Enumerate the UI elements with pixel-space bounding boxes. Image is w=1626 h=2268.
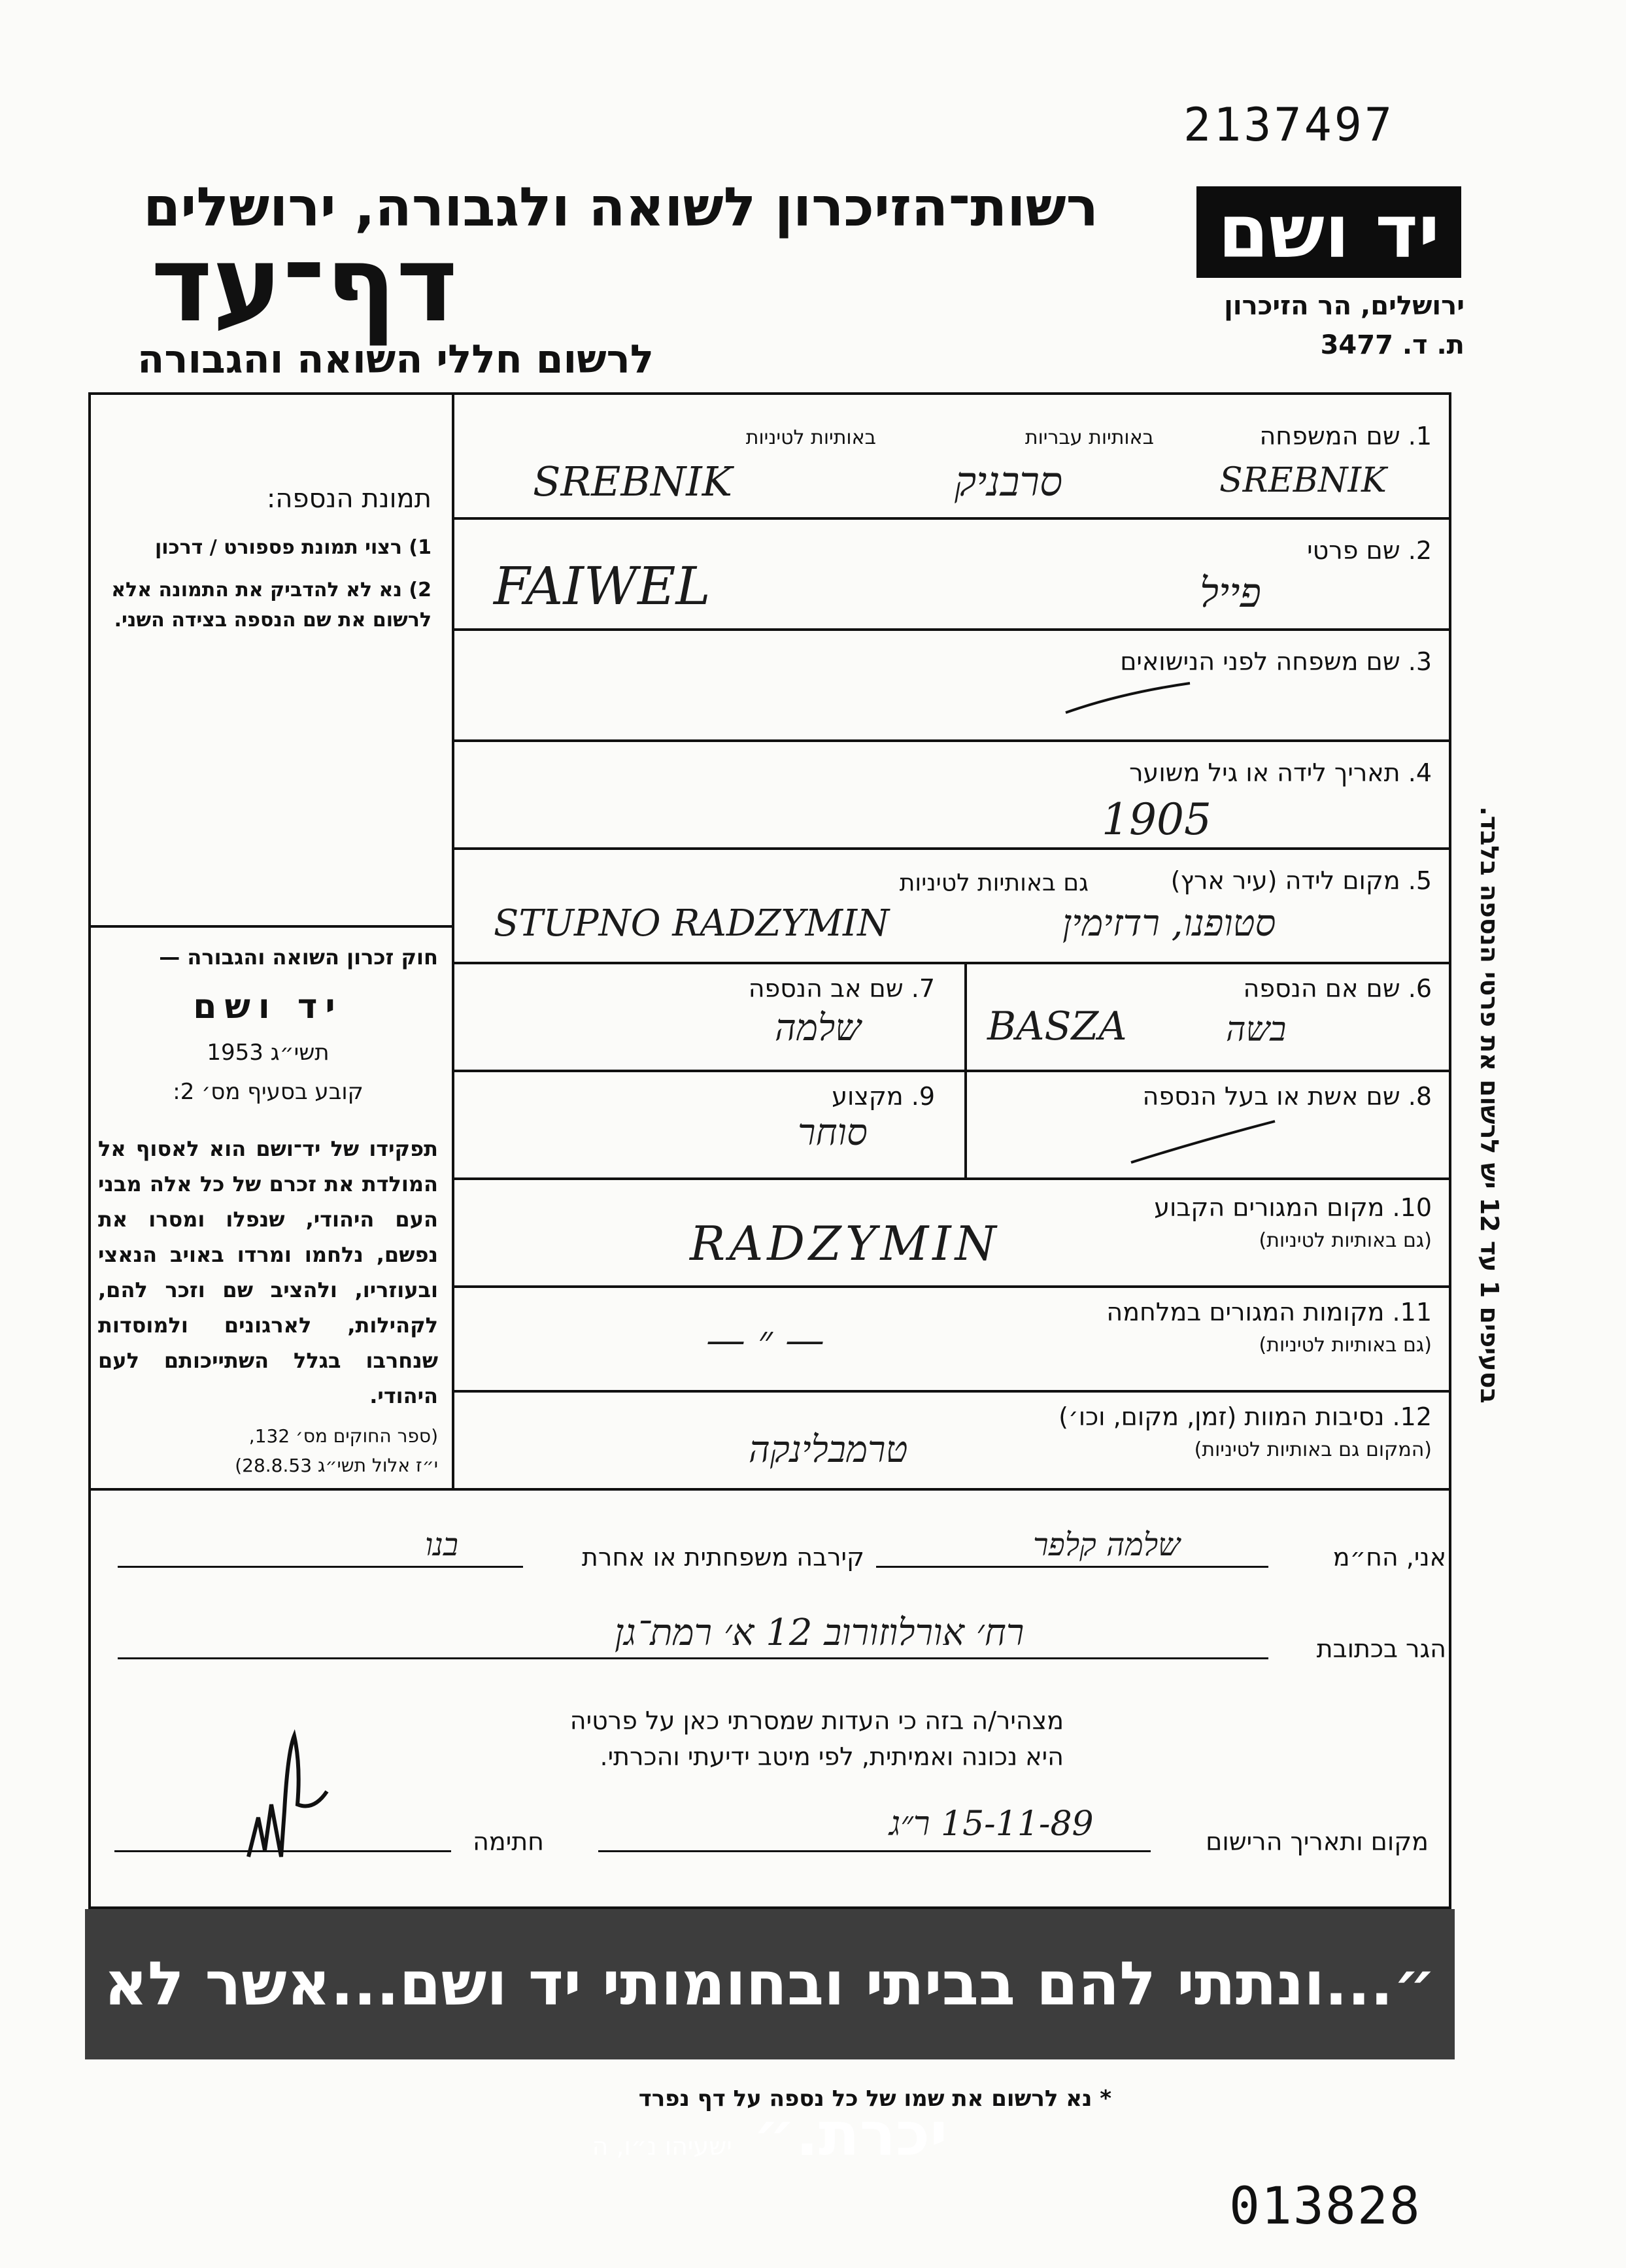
declaration-i-value[interactable]: שלמה קלפר [1033,1527,1181,1563]
declaration-i-line [876,1566,1268,1568]
footnote: * נא לרשום את שמו של כל נספה על דף נפרד [638,2086,1111,2112]
photo-box-title: תמונת הנספה: [266,484,432,514]
field-2-value-hebrew[interactable]: פייל [1200,569,1261,617]
field-6-label: 6. שם אם הנספה [1243,974,1432,1003]
page-subtitle: לרשום חללי השואה והגבורה [137,337,654,382]
field-permanent-residence [454,1180,1451,1288]
field-10-label: 10. מקום המגורים הקבוע [1154,1193,1432,1222]
declaration-place-date-label: מקום ותאריך הרישום [1206,1827,1429,1856]
field-family-name [454,392,1451,520]
field-spouse-profession [454,1072,1451,1180]
yad-vashem-logo: יד ושם [1196,186,1461,278]
declaration-relation-line [118,1566,523,1568]
field-12-sublabel: (המקום גם באותיות לטיניות) [1194,1438,1432,1461]
field-1-label: 1. שם המשפחה [1259,422,1432,450]
field-5-value-latin[interactable]: STUPNO RADZYMIN [494,902,890,945]
law-clause: קובע בסעיף מס׳ 2: [173,1079,364,1105]
law-text: תפקידו של יד־ושם הוא לאסוף אל המולדת את זכרם של כל אלה מבני העם היהודי, שנפלו ומסרו את נפשם, נלחמו ומרדו באויב הנאצי ובעוזריו, ולהציב שם וזכר להם, לקהילות, לארגונים ולמוסדות שנחרבו בגלל השתייכותם לעם היהודי. [98,1136,438,1408]
field-birth-date [454,742,1451,850]
field-5-label: 5. מקום לידה (עיר ארץ) [1170,866,1432,895]
field-4-value[interactable]: 1905 [1102,794,1211,845]
declaration-place-date-value[interactable]: 15-11-89 ר״ג [889,1804,1094,1844]
field-3-blank-stroke [1062,680,1193,719]
field-10-sublabel: (גם באותיות לטיניות) [1259,1229,1432,1252]
field-7-label: 7. שם אב הנספה [748,974,935,1003]
declaration-signature-label: חתימה [473,1827,544,1856]
law-reference-1: (ספר החוקים מס׳ 132, [248,1425,438,1447]
field-12-label: 12. נסיבות המוות (זמן, מקום, וכו׳) [1059,1402,1432,1431]
declaration-statement-1: מצהיר/ה בזה כי העדות שמסרתי כאן על פרטיה [569,1706,1064,1735]
field-1-value-extra[interactable]: SREBNIK [1219,461,1387,500]
law-year: תשי״ג 1953 [207,1040,330,1066]
signature-scribble [235,1726,333,1870]
photo-note-2: 2) נא לא להדביק את התמונה אלא לרשום את שם הנספה בצידה השני. [111,579,432,632]
declaration-address-line [118,1657,1268,1659]
declaration-place-date-line [598,1850,1151,1852]
side-note: בסעיפים 1 עד 12 יש לרשום את פרטי הנספה בלבד. [1475,806,1504,1404]
field-1-value-latin[interactable]: SREBNIK [533,458,733,505]
banner-source: ישעיהו נ״ו, ה [592,2132,732,2161]
law-reference-2: י״ז אלול תשי״ג 28.8.53) [235,1455,438,1476]
photo-note-1: 1) רצוי תמונת פספורט / דרכון [154,536,432,559]
field-3-label: 3. שם משפחה לפני הנישואים [1120,647,1432,676]
field-2-label: 2. שם פרטי [1307,536,1432,565]
field-8-blank-stroke [1128,1118,1278,1167]
field-4-label: 4. תאריך לידה או גיל משוער [1129,758,1432,787]
field-birthplace [454,850,1451,964]
logo-address: ירושלים, הר הזיכרון [1224,291,1465,321]
field-1-latin-label: באותיות לטיניות [745,426,876,449]
banner-quote: ״...ונתתי להם בביתי ובחומותי יד ושם...אשר לא יכרת.״ [103,1949,1436,2169]
field-1-hebrew-label: באותיות עבריות [1025,426,1154,449]
field-7-value[interactable]: שלמה [775,1007,861,1049]
document-number: 2137497 [1183,98,1395,152]
declaration-statement-2: היא נכונה ואמיתית, לפי מיטב ידיעתי והכרתי. [600,1742,1064,1771]
field-1-value-hebrew[interactable]: סרבניק [955,458,1063,505]
field-first-name [454,520,1451,631]
field-6-value-hebrew[interactable]: בשה [1226,1010,1287,1049]
field-11-sublabel: (גם באותיות לטיניות) [1259,1334,1432,1357]
law-name: יד ושם [193,987,343,1026]
field-6-value-latin[interactable]: BASZA [987,1004,1127,1049]
declaration-relation-value[interactable]: בנו [425,1527,459,1563]
declaration-address-label: הגר בכתובת [1316,1634,1446,1663]
field-12-value[interactable]: טרמבלינקה [749,1429,908,1471]
field-maiden-name [454,631,1451,742]
declaration-i-label: אני, הח״מ [1332,1543,1446,1572]
declaration-address-value[interactable]: רח׳ אורלוזורוב 12 א׳ רמת־גן [615,1612,1025,1654]
field-death-circumstances [454,1393,1451,1491]
field-9-label: 9. מקצוע [832,1082,935,1111]
field-11-label: 11. מקומות המגורים במלחמה [1106,1298,1432,1327]
declaration-relation-label: קירבה משפחתית או אחרת [581,1543,864,1572]
page-title: דף־עד [150,223,458,345]
field-11-value[interactable]: — ״ — [706,1317,824,1363]
field-10-value[interactable]: RADZYMIN [690,1216,1000,1271]
field-wartime-residence [454,1288,1451,1393]
field-5-value-hebrew[interactable]: סטופנו, רדזימין [1062,902,1276,945]
logo-pobox: ת. ד. 3477 [1320,330,1465,360]
field-9-value[interactable]: סוחר [798,1111,868,1154]
field-8-label: 8. שם אשת או בעל הנספה [1142,1082,1432,1111]
field-parents [454,964,1451,1072]
field-5-latin-label: גם באותיות לטיניות [899,870,1089,896]
left-divider [88,925,454,928]
authority-title: רשות־הזיכרון לשואה ולגבורה, ירושלים [143,177,1098,239]
field-2-value-latin[interactable]: FAIWEL [494,556,711,617]
law-title: חוק זכרון השואה והגבורה — [159,945,438,970]
archive-number: 013828 [1229,2177,1421,2236]
